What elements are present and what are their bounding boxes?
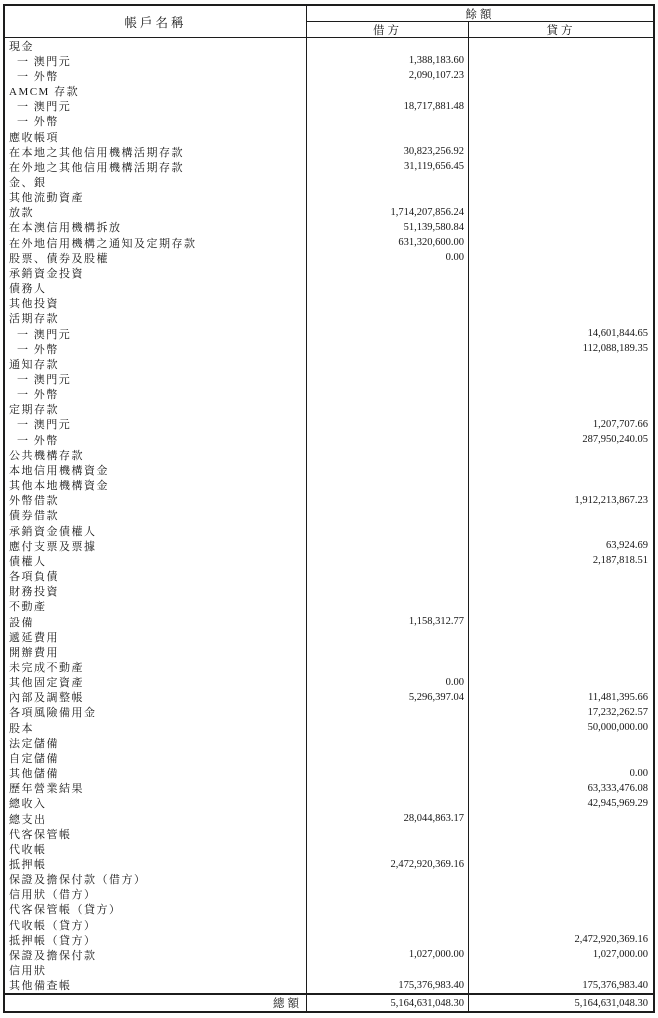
table-row	[5, 690, 653, 705]
credit-cell	[469, 250, 653, 265]
debit-cell	[307, 826, 469, 841]
table-row	[5, 190, 653, 205]
account-name-cell: 在本澳信用機構拆放	[5, 220, 307, 235]
table-row	[5, 508, 653, 523]
table-row	[5, 947, 653, 962]
debit-cell	[307, 644, 469, 659]
credit-cell	[469, 205, 653, 220]
account-name-cell: 歷年營業結果	[5, 781, 307, 796]
account-name-cell: 在外地之其他信用機構活期存款	[5, 159, 307, 174]
credit-cell: 0.00	[629, 767, 648, 779]
account-name-cell: 在外地信用機構之通知及定期存款	[5, 235, 307, 250]
account-name-cell: 債券借款	[5, 508, 307, 523]
total-row	[5, 993, 653, 1011]
account-name-cell: 應收帳項	[5, 129, 307, 144]
credit-cell: 63,333,476.08	[587, 782, 648, 794]
table-row	[5, 720, 653, 735]
credit-cell	[469, 462, 653, 477]
table-row	[5, 387, 653, 402]
table-row	[5, 902, 653, 917]
credit-cell	[469, 902, 653, 917]
account-name-cell: 股本	[5, 720, 307, 735]
account-name-cell: 內部及調整帳	[5, 690, 307, 705]
table-row	[5, 281, 653, 296]
debit-cell: 1,027,000.00	[307, 947, 469, 962]
account-name-cell: 其他本地機構資金	[5, 478, 307, 493]
table-body	[5, 38, 653, 993]
table-row	[5, 978, 653, 993]
table-row	[5, 659, 653, 674]
table-row	[5, 205, 653, 220]
table-row	[5, 129, 653, 144]
account-name-cell: 在本地之其他信用機構活期存款	[5, 144, 307, 159]
debit-cell	[307, 796, 469, 811]
credit-cell: 175,376,983.40	[582, 979, 648, 991]
credit-cell	[469, 614, 653, 629]
table-row	[5, 735, 653, 750]
credit-cell	[469, 584, 653, 599]
table-row	[5, 675, 653, 690]
credit-cell	[469, 447, 653, 462]
credit-cell	[469, 508, 653, 523]
debit-cell	[307, 114, 469, 129]
credit-cell	[469, 68, 653, 83]
debit-cell	[307, 129, 469, 144]
credit-cell	[469, 159, 653, 174]
account-name-cell: 信用狀（借方）	[5, 887, 307, 902]
table-row	[5, 53, 653, 68]
credit-cell: 63,924.69	[606, 540, 648, 552]
table-row	[5, 811, 653, 826]
table-row	[5, 99, 653, 114]
credit-cell: 1,027,000.00	[592, 949, 648, 961]
credit-cell	[469, 963, 653, 978]
table-row	[5, 402, 653, 417]
account-name-cell: 一 澳門元	[5, 371, 307, 386]
debit-cell	[307, 902, 469, 917]
debit-cell	[307, 553, 469, 568]
credit-cell	[469, 296, 653, 311]
table-row	[5, 174, 653, 189]
table-row	[5, 856, 653, 871]
debit-cell	[307, 705, 469, 720]
table-row	[5, 584, 653, 599]
credit-cell	[469, 129, 653, 144]
credit-cell	[469, 675, 653, 690]
credit-cell	[469, 281, 653, 296]
account-name-cell: 通知存款	[5, 356, 307, 371]
account-name-cell: 財務投資	[5, 584, 307, 599]
table-row	[5, 644, 653, 659]
table-row	[5, 462, 653, 477]
table-row	[5, 311, 653, 326]
credit-cell: 42,945,969.29	[587, 797, 648, 809]
debit-cell	[307, 720, 469, 735]
credit-cell	[469, 144, 653, 159]
account-name-cell: 不動產	[5, 599, 307, 614]
debit-cell	[307, 417, 469, 432]
credit-cell	[469, 841, 653, 856]
credit-cell	[469, 826, 653, 841]
debit-cell	[307, 735, 469, 750]
credit-cell: 112,088,189.35	[582, 343, 648, 355]
account-name-cell: 抵押帳	[5, 856, 307, 871]
credit-cell: 2,472,920,369.16	[574, 934, 648, 946]
account-name-cell: 各項風險備用金	[5, 705, 307, 720]
table-row	[5, 493, 653, 508]
credit-cell	[469, 402, 653, 417]
debit-cell	[307, 872, 469, 887]
account-name-cell: 放款	[5, 205, 307, 220]
debit-cell	[307, 508, 469, 523]
debit-cell	[307, 538, 469, 553]
debit-cell	[307, 750, 469, 765]
total-credit-cell: 5,164,631,048.30	[574, 997, 648, 1009]
credit-cell	[469, 114, 653, 129]
account-name-cell: 一 澳門元	[5, 99, 307, 114]
table-row	[5, 371, 653, 386]
account-name-cell: 承銷資金投資	[5, 265, 307, 280]
account-name-cell: 代客保管帳（貸方）	[5, 902, 307, 917]
credit-cell: 50,000,000.00	[587, 722, 648, 734]
credit-cell	[469, 478, 653, 493]
credit-cell: 1,207,707.66	[592, 418, 648, 430]
trial-balance-table	[3, 4, 655, 1013]
table-row	[5, 568, 653, 583]
debit-cell: 1,158,312.77	[307, 614, 469, 629]
debit-cell	[307, 963, 469, 978]
credit-cell	[469, 523, 653, 538]
credit-cell	[469, 599, 653, 614]
debit-cell	[307, 356, 469, 371]
account-name-cell: 保證及擔保付款	[5, 947, 307, 962]
credit-cell	[469, 220, 653, 235]
debit-cell	[307, 523, 469, 538]
credit-cell	[469, 659, 653, 674]
account-name-cell: 未完成不動產	[5, 659, 307, 674]
account-name-cell: 保證及擔保付款（借方）	[5, 872, 307, 887]
debit-cell: 631,320,600.00	[307, 235, 469, 250]
account-name-cell: 代客保管帳	[5, 826, 307, 841]
table-row	[5, 523, 653, 538]
table-row	[5, 417, 653, 432]
table-row	[5, 235, 653, 250]
table-row	[5, 68, 653, 83]
account-name-cell: 一 外幣	[5, 68, 307, 83]
debit-cell	[307, 281, 469, 296]
debit-cell: 0.00	[307, 250, 469, 265]
debit-header: 借方	[307, 22, 469, 38]
credit-cell: 11,481,395.66	[588, 691, 648, 703]
account-name-cell: 股票、債券及股權	[5, 250, 307, 265]
debit-cell	[307, 387, 469, 402]
credit-cell: 17,232,262.57	[587, 706, 648, 718]
account-name-cell: 一 外幣	[5, 387, 307, 402]
credit-cell	[469, 190, 653, 205]
debit-cell	[307, 766, 469, 781]
table-row	[5, 478, 653, 493]
table-row	[5, 917, 653, 932]
account-name-cell: 公共機構存款	[5, 447, 307, 462]
debit-cell	[307, 83, 469, 98]
account-name-cell: 一 外幣	[5, 432, 307, 447]
credit-cell	[469, 887, 653, 902]
credit-cell	[469, 568, 653, 583]
credit-cell	[469, 811, 653, 826]
account-name-cell: 外幣借款	[5, 493, 307, 508]
table-row	[5, 796, 653, 811]
credit-cell	[469, 750, 653, 765]
account-name-cell: 自定儲備	[5, 750, 307, 765]
credit-header: 貸方	[546, 25, 576, 37]
debit-cell: 2,090,107.23	[307, 68, 469, 83]
table-row	[5, 963, 653, 978]
total-debit-cell: 5,164,631,048.30	[307, 995, 469, 1011]
debit-cell: 2,472,920,369.16	[307, 856, 469, 871]
account-name-cell: 其他投資	[5, 296, 307, 311]
account-name-cell: 一 外幣	[5, 114, 307, 129]
debit-cell	[307, 629, 469, 644]
table-row	[5, 38, 653, 53]
table-row	[5, 705, 653, 720]
debit-cell	[307, 493, 469, 508]
account-name-cell: 金、銀	[5, 174, 307, 189]
debit-cell: 1,388,183.60	[307, 53, 469, 68]
debit-cell	[307, 478, 469, 493]
account-name-cell: 設備	[5, 614, 307, 629]
account-name-cell: 應付支票及票據	[5, 538, 307, 553]
table-row	[5, 872, 653, 887]
debit-cell	[307, 432, 469, 447]
account-name-cell: AMCM 存款	[5, 83, 307, 98]
debit-cell	[307, 584, 469, 599]
account-name-cell: 一 澳門元	[5, 53, 307, 68]
debit-cell: 175,376,983.40	[307, 978, 469, 993]
debit-cell	[307, 781, 469, 796]
table-row	[5, 447, 653, 462]
credit-cell	[469, 174, 653, 189]
balance-header: 餘額	[307, 6, 653, 22]
account-name-cell: 活期存款	[5, 311, 307, 326]
table-row	[5, 356, 653, 371]
account-name-cell: 總支出	[5, 811, 307, 826]
account-name-cell: 代收帳（貸方）	[5, 917, 307, 932]
account-name-cell: 一 外幣	[5, 341, 307, 356]
account-name-cell: 債權人	[5, 553, 307, 568]
credit-cell	[469, 856, 653, 871]
credit-cell	[469, 99, 653, 114]
credit-cell	[469, 735, 653, 750]
account-name-cell: 其他流動資產	[5, 190, 307, 205]
balance-subheaders	[307, 22, 653, 38]
account-name-cell: 其他固定資產	[5, 675, 307, 690]
balance-header-group	[307, 6, 653, 37]
debit-cell	[307, 932, 469, 947]
table-row	[5, 629, 653, 644]
debit-cell	[307, 659, 469, 674]
debit-cell	[307, 311, 469, 326]
credit-cell	[469, 917, 653, 932]
table-row	[5, 250, 653, 265]
table-row	[5, 296, 653, 311]
table-row	[5, 841, 653, 856]
table-row	[5, 553, 653, 568]
account-name-cell: 信用狀	[5, 963, 307, 978]
account-name-cell: 遞延費用	[5, 629, 307, 644]
credit-cell: 287,950,240.05	[582, 434, 648, 446]
debit-cell	[307, 841, 469, 856]
debit-cell	[307, 371, 469, 386]
credit-cell	[469, 371, 653, 386]
debit-cell	[307, 265, 469, 280]
account-name-cell: 定期存款	[5, 402, 307, 417]
account-name-cell: 代收帳	[5, 841, 307, 856]
account-name-cell: 抵押帳（貸方）	[5, 932, 307, 947]
credit-cell	[469, 38, 653, 53]
account-name-cell: 其他備查帳	[5, 978, 307, 993]
table-row	[5, 114, 653, 129]
table-row	[5, 220, 653, 235]
debit-cell: 0.00	[307, 675, 469, 690]
credit-cell	[469, 311, 653, 326]
table-row	[5, 326, 653, 341]
table-row	[5, 538, 653, 553]
credit-cell	[469, 629, 653, 644]
account-name-cell: 一 澳門元	[5, 326, 307, 341]
table-row	[5, 766, 653, 781]
table-header	[5, 6, 653, 38]
table-row	[5, 599, 653, 614]
debit-cell	[307, 326, 469, 341]
account-name-cell: 總收入	[5, 796, 307, 811]
debit-cell	[307, 917, 469, 932]
credit-cell	[469, 83, 653, 98]
credit-cell	[469, 387, 653, 402]
debit-cell	[307, 190, 469, 205]
debit-cell	[307, 447, 469, 462]
credit-cell: 2,187,818.51	[592, 555, 648, 567]
debit-cell	[307, 341, 469, 356]
table-row	[5, 83, 653, 98]
table-row	[5, 826, 653, 841]
debit-cell	[307, 462, 469, 477]
debit-cell	[307, 568, 469, 583]
debit-cell: 51,139,580.84	[307, 220, 469, 235]
table-row	[5, 887, 653, 902]
credit-cell	[469, 356, 653, 371]
table-row	[5, 750, 653, 765]
account-name-cell: 法定儲備	[5, 735, 307, 750]
table-row	[5, 144, 653, 159]
debit-cell: 31,119,656.45	[307, 159, 469, 174]
debit-cell	[307, 599, 469, 614]
debit-cell: 1,714,207,856.24	[307, 205, 469, 220]
debit-cell	[307, 296, 469, 311]
table-row	[5, 432, 653, 447]
account-name-cell: 本地信用機構資金	[5, 462, 307, 477]
debit-cell	[307, 402, 469, 417]
debit-cell: 18,717,881.48	[307, 99, 469, 114]
account-name-cell: 承銷資金債權人	[5, 523, 307, 538]
credit-cell: 1,912,213,867.23	[574, 494, 648, 506]
account-name-cell: 開辦費用	[5, 644, 307, 659]
credit-cell	[469, 644, 653, 659]
table-row	[5, 932, 653, 947]
account-name-cell: 債務人	[5, 281, 307, 296]
account-name-cell: 其他儲備	[5, 766, 307, 781]
table-row	[5, 614, 653, 629]
table-row	[5, 159, 653, 174]
account-name-header: 帳戶名稱	[5, 6, 307, 37]
total-label: 總額	[5, 995, 307, 1011]
credit-cell	[469, 872, 653, 887]
credit-cell: 14,601,844.65	[587, 328, 648, 340]
account-name-cell: 一 澳門元	[5, 417, 307, 432]
debit-cell: 28,044,863.17	[307, 811, 469, 826]
debit-cell	[307, 38, 469, 53]
table-row	[5, 781, 653, 796]
debit-cell: 30,823,256.92	[307, 144, 469, 159]
account-name-cell: 現金	[5, 38, 307, 53]
credit-cell	[469, 265, 653, 280]
debit-cell	[307, 174, 469, 189]
debit-cell	[307, 887, 469, 902]
credit-cell	[469, 53, 653, 68]
debit-cell: 5,296,397.04	[307, 690, 469, 705]
table-row	[5, 341, 653, 356]
table-row	[5, 265, 653, 280]
account-name-cell: 各項負債	[5, 568, 307, 583]
credit-cell	[469, 235, 653, 250]
